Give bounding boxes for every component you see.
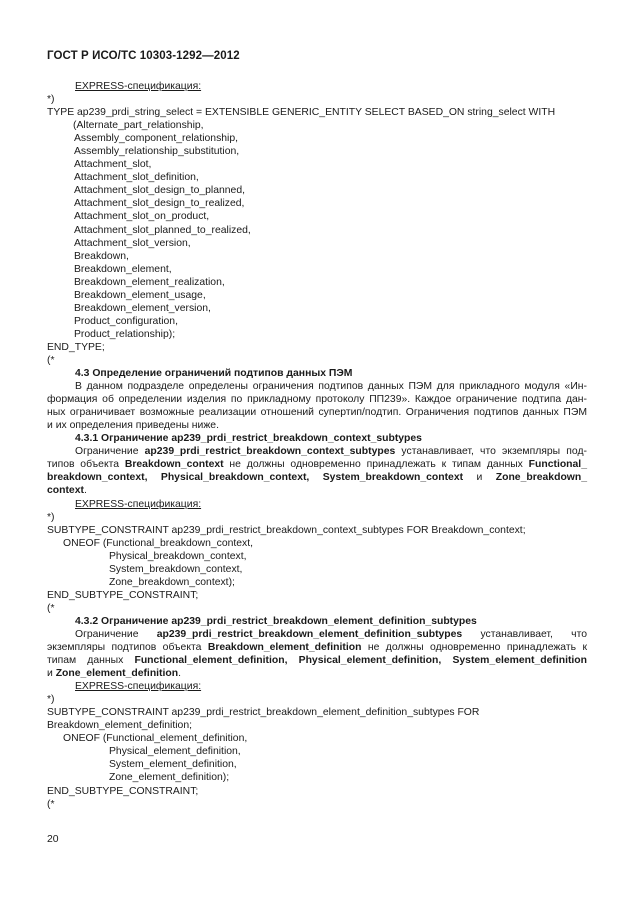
paragraph-line: экземпляры подтипов объекта Breakdown_element_definition не должны одновременно принадлежать к (47, 642, 587, 654)
entity-name: context (47, 485, 84, 497)
select-item: Attachment_slot_on_product, (74, 211, 210, 223)
select-item: Attachment_slot_planned_to_realized, (74, 224, 251, 236)
select-item: Attachment_slot_definition, (74, 172, 199, 184)
comment-close-marker: *) (47, 94, 55, 106)
select-item: Breakdown_element_version, (74, 302, 211, 314)
entity-names: Functional_element_definition, Physical_element_definition, System_element_definition (134, 655, 587, 667)
comment-open-marker: (* (47, 602, 55, 614)
oneof-item: Physical_breakdown_context, (109, 550, 247, 562)
paragraph-line: и их определения приведены ниже. (47, 420, 219, 432)
paragraph-line: context. (47, 485, 87, 497)
oneof-item: Physical_element_definition, (109, 746, 241, 758)
subtype-constraint-declaration-cont: Breakdown_element_definition; (47, 720, 192, 732)
end-type: END_TYPE; (47, 341, 105, 353)
paragraph-line: формация об определении изделия по прикладному протоколу ПП239». Каждое ограничение подтипа дан- (47, 394, 587, 406)
document-body (47, 80, 587, 811)
entity-names: breakdown_context, Physical_breakdown_context, System_breakdown_context (47, 472, 464, 484)
oneof-clause: ONEOF (Functional_breakdown_context, (63, 537, 254, 549)
paragraph-line: Ограничение ap239_prdi_restrict_breakdown_element_definition_subtypes устанавливает, что (75, 628, 588, 640)
oneof-item: System_element_definition, (109, 759, 237, 771)
select-item: Attachment_slot_design_to_realized, (74, 198, 245, 210)
end-subtype-constraint: END_SUBTYPE_CONSTRAINT; (47, 785, 199, 797)
subtype-constraint-declaration: SUBTYPE_CONSTRAINT ap239_prdi_restrict_breakdown_element_definition_subtypes FOR (47, 707, 480, 719)
end-subtype-constraint: END_SUBTYPE_CONSTRAINT; (47, 589, 199, 601)
select-item: Attachment_slot, (74, 159, 152, 171)
oneof-item: Zone_element_definition); (109, 772, 230, 784)
comment-open-marker: (* (47, 354, 55, 366)
entity-name: Breakdown_element_definition (207, 642, 362, 654)
entity-name: Functional_ (528, 459, 587, 471)
oneof-item: System_breakdown_context, (109, 563, 243, 575)
select-item: Breakdown_element_realization, (74, 276, 225, 288)
paragraph-line: breakdown_context, Physical_breakdown_context, System_breakdown_context и Zone_breakdown_ (47, 472, 587, 484)
select-item: Assembly_relationship_substitution, (74, 146, 240, 158)
subtype-constraint-declaration: SUBTYPE_CONSTRAINT ap239_prdi_restrict_breakdown_context_subtypes FOR Breakdown_context; (47, 524, 526, 536)
paragraph-line: типов объекта Breakdown_context не должны одновременно принадлежать к типам данных Functional_ (47, 459, 587, 471)
comment-close-marker: *) (47, 511, 55, 523)
section-heading-4-3: 4.3 Определение ограничений подтипов данных ПЭМ (75, 368, 353, 380)
select-item: Attachment_slot_design_to_planned, (74, 185, 245, 197)
document-header: ГОСТ Р ИСО/ТС 10303-1292—2012 (47, 50, 240, 62)
type-declaration: TYPE ap239_prdi_string_select = EXTENSIBLE GENERIC_ENTITY SELECT BASED_ON string_select WITH (47, 107, 556, 119)
comment-close-marker: *) (47, 694, 55, 706)
paragraph-line: Ограничение ap239_prdi_restrict_breakdown_context_subtypes устанавливает, что экземпляры под- (75, 446, 587, 458)
section-heading-4-3-1: 4.3.1 Ограничение ap239_prdi_restrict_breakdown_context_subtypes (75, 433, 422, 445)
select-item: Product_relationship); (74, 328, 176, 340)
page-number: 20 (47, 834, 59, 845)
select-item: Breakdown_element_usage, (74, 289, 206, 301)
select-item: Attachment_slot_version, (74, 237, 191, 249)
express-spec-label: EXPRESS-спецификация: (75, 81, 202, 92)
entity-name: Zone_element_definition (55, 668, 179, 680)
paragraph-line: и Zone_element_definition. (47, 668, 181, 680)
express-spec-label: EXPRESS-спецификация: (75, 681, 202, 693)
section-heading-4-3-2: 4.3.2 Ограничение ap239_prdi_restrict_breakdown_element_definition_subtypes (75, 615, 477, 627)
constraint-name: ap239_prdi_restrict_breakdown_context_subtypes (144, 446, 396, 458)
oneof-item: Zone_breakdown_context); (109, 576, 235, 588)
comment-open-marker: (* (47, 798, 55, 810)
select-item: Breakdown_element, (74, 263, 172, 275)
paragraph-line: ных ограничивает возможные реализации отношений супертип/подтип. Ограничения подтипов данных ПЭМ (47, 407, 587, 419)
paragraph-line: В данном подразделе определены ограничения подтипов данных ПЭМ для прикладного модуля «Ин- (75, 381, 587, 393)
express-spec-label: EXPRESS-спецификация: (75, 498, 202, 510)
select-item: (Alternate_part_relationship, (73, 120, 204, 132)
entity-name: Breakdown_context (124, 459, 224, 471)
select-item: Breakdown, (74, 250, 129, 262)
paragraph-line: типам данных Functional_element_definition, Physical_element_definition, System_element_definition (47, 655, 587, 667)
select-item: Assembly_component_relationship, (74, 133, 239, 145)
entity-name: Zone_breakdown_ (495, 472, 587, 484)
select-item: Product_configuration, (74, 315, 178, 327)
constraint-name: ap239_prdi_restrict_breakdown_element_definition_subtypes (156, 628, 463, 640)
oneof-clause: ONEOF (Functional_element_definition, (63, 733, 248, 745)
